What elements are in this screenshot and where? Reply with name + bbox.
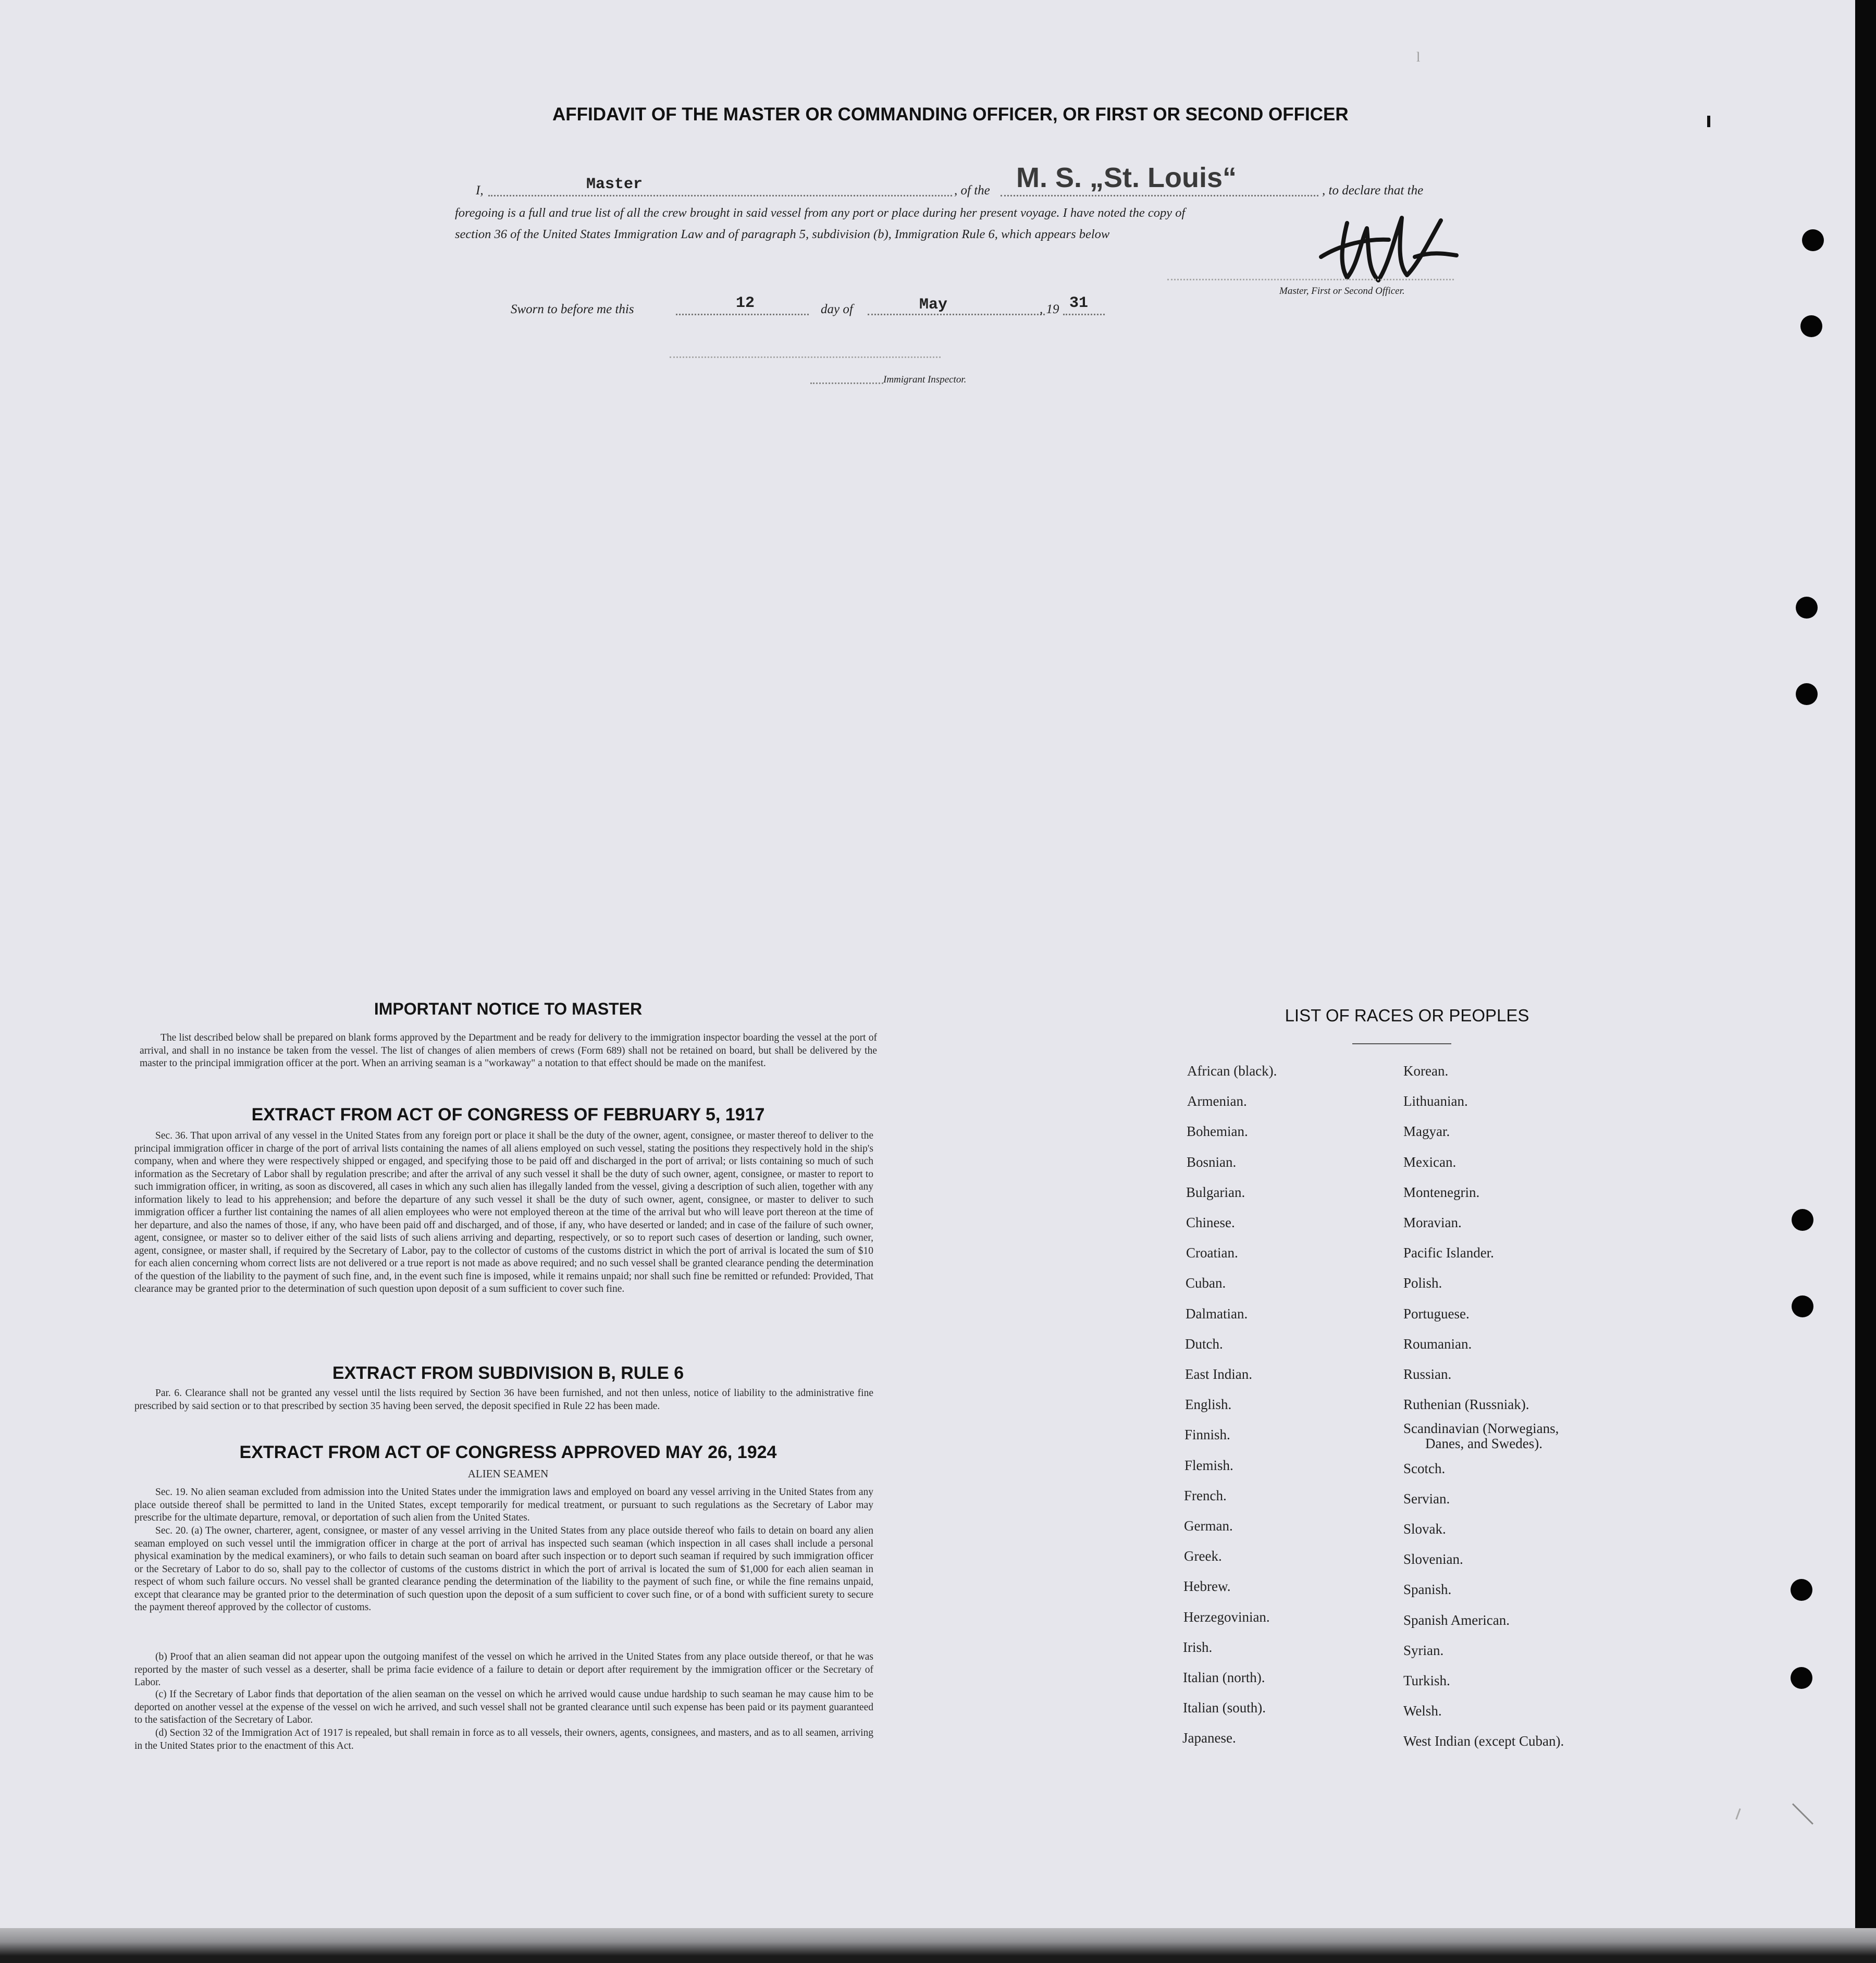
scan-right-edge	[1855, 0, 1876, 1963]
binder-hole	[1796, 597, 1818, 619]
race-item: Bohemian.	[1187, 1124, 1248, 1139]
race-item: Ruthenian (Russniak).	[1403, 1397, 1529, 1412]
extract-1924-sec20a: Sec. 20. (a) The owner, charterer, agent, consignee, or master of any vessel arriving in the United States from any place outside thereof who fails to detain on board any alien seaman employed on such vessel until the immigration officer in charge at the port of arrival has inspected such seaman (which inspection in all cases shall include a personal physical examination by the medical examiners), or who fails to detain such seaman on board after such inspection or to deport such seaman if required by such immigration officer or the Secretary of Labor to do so, shall pay to the collector of customs of the customs district in which the port of arrival is located the sum of $1,000 for each alien seaman in respect of whom such failure occurs. No vessel shall be granted clearance pending the determination of the liability to the payment of such fine, or while the fine remains unpaid, except that clearance may be granted prior to the determination of such question upon the deposit of a sum sufficient to cover such fine, or of a bond with sufficient surety to secure the payment thereof approved by the collector of customs.	[134, 1525, 873, 1613]
affidavit-line-3: section 36 of the United States Immigration Law and of paragraph 5, subdivision (b), Immigration Rule 6, which appears below	[455, 227, 1110, 241]
vessel-line	[1001, 195, 1318, 196]
signature-line	[1167, 279, 1454, 280]
extract-1917-title: EXTRACT FROM ACT OF CONGRESS OF FEBRUARY 5, 1917	[251, 1105, 765, 1125]
race-item: Korean.	[1403, 1063, 1449, 1079]
rule-6-title: EXTRACT FROM SUBDIVISION B, RULE 6	[332, 1363, 684, 1383]
race-item: Roumanian.	[1403, 1336, 1472, 1352]
month-field-value: May	[919, 296, 948, 314]
race-item: Mexican.	[1403, 1154, 1457, 1170]
race-item: Welsh.	[1403, 1703, 1442, 1719]
extract-1924-sec20b: (b) Proof that an alien seaman did not appear upon the outgoing manifest of the vessel on which he arrived in the United States from any place outside thereof, or that he was reported by the master of such vessel as a deserter, shall be prima facie evidence of a failure to detain or deport after requirement by the immigration officer or the Secretary of Labor.	[134, 1651, 873, 1688]
race-item: Armenian.	[1187, 1093, 1247, 1109]
binder-hole	[1796, 683, 1818, 705]
race-item: Chinese.	[1186, 1215, 1235, 1230]
inspector-line-1	[670, 356, 941, 358]
race-item: Pacific Islander.	[1403, 1245, 1494, 1261]
race-item: Croatian.	[1186, 1245, 1238, 1261]
race-item: German.	[1184, 1518, 1233, 1534]
race-item: Portuguese.	[1403, 1306, 1470, 1322]
race-item: Herzegovinian.	[1183, 1609, 1270, 1625]
race-item: Dalmatian.	[1186, 1306, 1248, 1322]
year-line	[1063, 314, 1105, 315]
race-item: English.	[1185, 1397, 1232, 1412]
rule-6-body: Par. 6. Clearance shall not be granted any vessel until the lists required by Section 36 have been furnished, and not then unless, notice of liability to the administrative fine prescribed by said section or to that prescribed by section 35 having been served, the deposit specified in Rule 22 has been made.	[134, 1388, 873, 1412]
race-item: African (black).	[1187, 1063, 1277, 1079]
extract-1924-sec20c: (c) If the Secretary of Labor finds that deportation of the alien seaman on the vessel on which he arrived would cause undue hardship to such seaman he may cause him to be deported on another vessel at the expense of the vessel on wich he arrived, and such vessel shall not be granted clearance until such expense has been paid or its payment guaranteed to the satisfaction of the Secretary of Labor.	[134, 1689, 873, 1725]
race-item: Flemish.	[1184, 1458, 1233, 1473]
race-item: Russian.	[1403, 1366, 1452, 1382]
race-item: Spanish American.	[1403, 1612, 1510, 1628]
year-prefix-text: , 19	[1040, 302, 1059, 316]
name-field-value: Master	[586, 176, 643, 193]
scan-bottom-edge	[0, 1928, 1876, 1963]
race-item: Slovak.	[1403, 1521, 1446, 1537]
race-item: Dutch.	[1185, 1336, 1223, 1352]
year-field-value: 31	[1069, 294, 1089, 312]
race-item: Bulgarian.	[1186, 1184, 1245, 1200]
signature-caption: Master, First or Second Officer.	[1279, 286, 1405, 297]
race-item: Scotch.	[1403, 1461, 1446, 1476]
vessel-name-stamp: M. S. „St. Louis“	[1016, 162, 1237, 193]
race-item: Slovenian.	[1403, 1551, 1463, 1567]
race-item: Polish.	[1403, 1275, 1442, 1291]
binder-hole	[1791, 1579, 1812, 1601]
race-item-continuation: Danes, and Swedes).	[1425, 1436, 1542, 1451]
day-field-value: 12	[736, 294, 755, 312]
race-item: Cuban.	[1186, 1275, 1226, 1291]
title-mark	[1707, 116, 1710, 127]
races-title: LIST OF RACES OR PEOPLES	[1285, 1006, 1529, 1025]
notice-body: The list described below shall be prepared on blank forms approved by the Department and be ready for delivery to the immigration inspector boarding the vessel at the port of arrival, and shall in no instance be taken from the vessel. The list of changes of alien members of crews (Form 689) shall not be retained on board, but shall be delivered by the master to the principal immigration officer at the port. When an arriving seaman is a "workaway" a notation to that effect should be made on the manifest.	[140, 1032, 877, 1069]
race-item: French.	[1184, 1488, 1227, 1503]
binder-hole	[1800, 315, 1822, 337]
sworn-text: Sworn to before me this	[511, 302, 634, 316]
extract-1924-subtitle: ALIEN SEAMEN	[467, 1467, 549, 1480]
race-item: East Indian.	[1185, 1366, 1252, 1382]
race-item: Lithuanian.	[1403, 1093, 1468, 1109]
race-item: Spanish.	[1403, 1582, 1452, 1597]
race-item: Italian (south).	[1183, 1700, 1266, 1715]
day-line	[676, 314, 809, 315]
race-item: Italian (north).	[1183, 1670, 1265, 1685]
race-item: Japanese.	[1182, 1730, 1236, 1746]
race-item: Greek.	[1184, 1548, 1222, 1564]
affidavit-title: AFFIDAVIT OF THE MASTER OR COMMANDING OFFICER, OR FIRST OR SECOND OFFICER	[552, 104, 1349, 125]
officer-signature	[1311, 207, 1467, 291]
name-line	[488, 195, 952, 196]
extract-1924-sec19: Sec. 19. No alien seaman excluded from admission into the United States under the immigration laws and employed on board any vessel arriving in the United States from any place outside thereof shall be permitted to land in the United States, except temporarily for medical treatment, or pursuant to such regulations as the Secretary of Labor may prescribe for the ultimate departure, removal, or deportation of such alien from the United States.	[134, 1487, 873, 1523]
race-item: Irish.	[1183, 1639, 1213, 1655]
race-item: Montenegrin.	[1403, 1184, 1480, 1200]
extract-1924-title: EXTRACT FROM ACT OF CONGRESS APPROVED MAY 26, 1924	[239, 1442, 777, 1462]
of-the-text: , of the	[954, 183, 990, 197]
binder-hole	[1802, 229, 1824, 251]
edge-scribble	[1735, 1808, 1741, 1820]
race-item: Finnish.	[1184, 1427, 1230, 1442]
inspector-line-2	[810, 382, 883, 384]
declare-text: , to declare that the	[1322, 183, 1424, 197]
race-item: Servian.	[1403, 1491, 1450, 1507]
pre-name-text: I,	[476, 183, 484, 197]
race-item: Scandinavian (Norwegians,	[1403, 1421, 1559, 1436]
race-item: Moravian.	[1403, 1215, 1462, 1230]
month-line	[868, 314, 1045, 315]
race-item: West Indian (except Cuban).	[1403, 1733, 1564, 1749]
inspector-caption: Immigrant Inspector.	[883, 374, 967, 385]
binder-hole	[1792, 1209, 1813, 1231]
race-item: Bosnian.	[1187, 1154, 1237, 1170]
binder-hole	[1791, 1667, 1812, 1689]
notice-title: IMPORTANT NOTICE TO MASTER	[374, 999, 643, 1018]
page-mark: l	[1416, 50, 1421, 65]
race-item: Hebrew.	[1183, 1578, 1231, 1594]
extract-1924-sec20d: (d) Section 32 of the Immigration Act of 1917 is repealed, but shall remain in force as to all vessels, their owners, agents, consignees, and masters, and as to all seamen, arriving in the United States prior to the enactment of this Act.	[134, 1727, 873, 1751]
race-item: Syrian.	[1403, 1643, 1444, 1658]
races-title-rule	[1352, 1043, 1451, 1044]
extract-1917-body: Sec. 36. That upon arrival of any vessel in the United States from any foreign port or place it shall be the duty of the owner, agent, consignee, or master thereof to deliver to the principal immigration officer in charge of the port of arrival lists containing the names of all aliens employed on such vessel, stating the positions they respectively hold in the ship's company, when and where they were respectively shipped or engaged, and specifying those to be paid off and discharged in the port of arrival; or lists containing so much of such information as the Secretary of Labor shall by regulation prescribe; and after the arrival of any such vessel it shall be the duty of such owner, agent, consignee, or master to report to such immigration officer, in writing, as soon as discovered, all cases in which any such alien has illegally landed from the vessel, giving a description of such alien, together with any information likely to lead to his apprehension; and before the departure of any such vessel it shall be the duty of such owner, agent, consignee, or master to deliver to such immigration officer a further list containing the names of all alien employees who were not employed thereon at the time of the arrival but who will leave port thereon at the time of her departure, and also the names of those, if any, who have been paid off and discharged, and of those, if any, who have deserted or landed; and in case of the failure of such owner, agent, consignee, or master so to deliver either of the said lists of such aliens arriving and departing, respectively, or so to report such cases of desertion or landing, such owner, agent, consignee, or master shall, if required by the Secretary of Labor, pay to the collector of customs of the customs district in which the port of arrival is located the sum of $10 for each alien concerning whom correct lists are not delivered or a true report is not made as above required; and no such vessel shall be granted clearance pending the determination of the question of the liability to the payment of such fine, and, in the event such fine is imposed, while it remains unpaid; nor shall such fine be remitted or refunded: Provided, That clearance may be granted prior to the determination of such question upon deposit of a sum sufficient to cover such fine.	[134, 1130, 873, 1294]
day-of-text: day of	[821, 302, 853, 316]
binder-hole	[1792, 1295, 1813, 1317]
race-item: Turkish.	[1403, 1673, 1450, 1688]
corner-scribble	[1792, 1803, 1813, 1824]
race-item: Magyar.	[1403, 1124, 1450, 1139]
affidavit-line-2: foregoing is a full and true list of all the crew brought in said vessel from any port or place during her present voyage. I have noted the copy of	[455, 206, 1186, 220]
